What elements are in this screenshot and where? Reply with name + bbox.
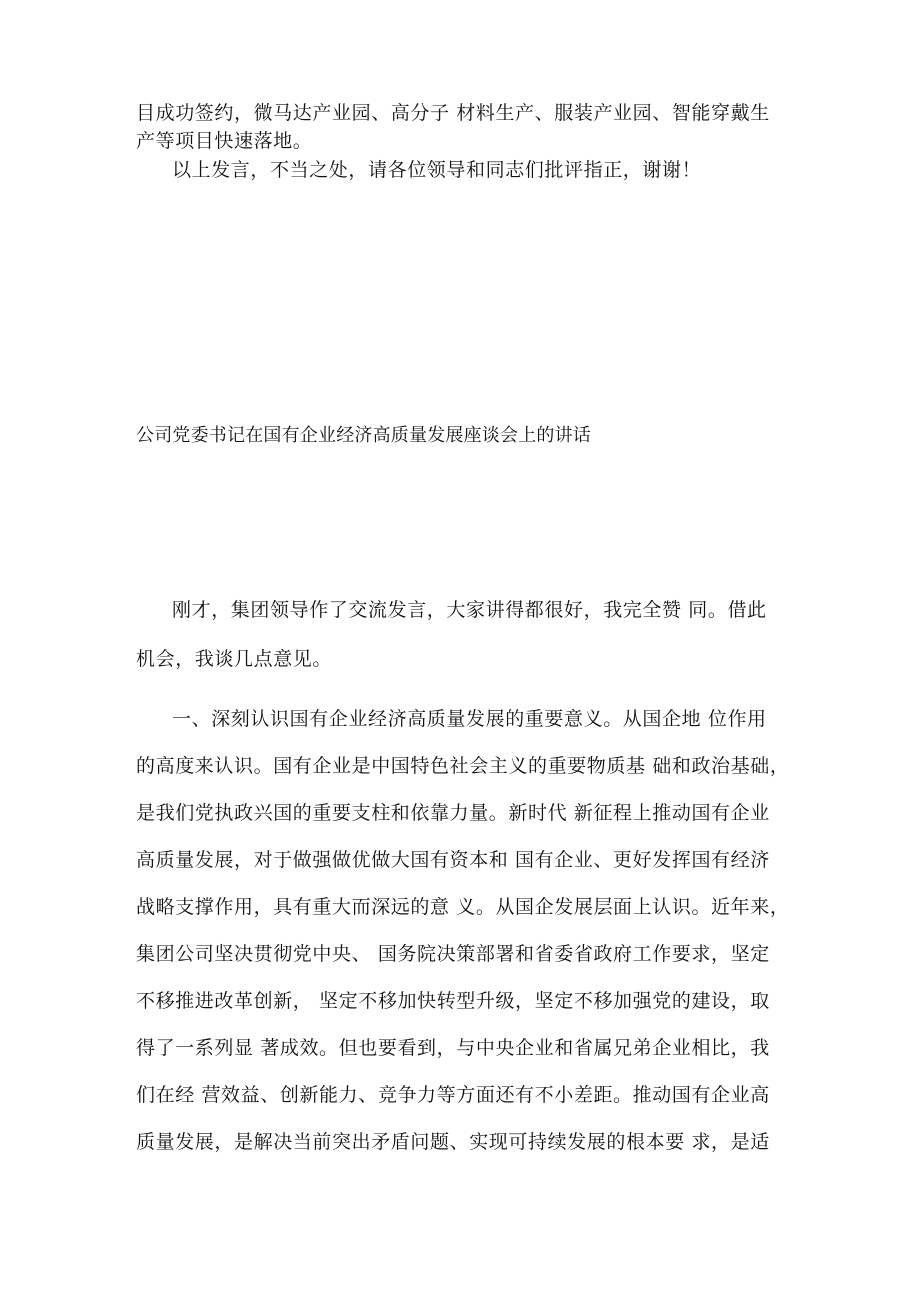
- paragraph-line: 一、深刻认识国有企业经济高质量发展的重要意义。从国企地 位作用: [172, 708, 767, 730]
- paragraph-line: 产等项目快速落地。: [136, 130, 313, 152]
- paragraph-line: 得了一系列显 著成效。但也要看到，与中央企业和省属兄弟企业相比，我: [136, 1037, 770, 1059]
- paragraph-line: 机会，我谈几点意见。: [136, 648, 333, 670]
- paragraph-line: 不移推进改革创新， 坚定不移加快转型升级，坚定不移加强党的建设，取: [136, 990, 770, 1012]
- paragraph-line: 刚才，集团领导作了交流发言，大家讲得都很好，我完全赞 同。借此: [172, 599, 767, 621]
- paragraph-line: 的高度来认识。国有企业是中国特色社会主义的重要物质基 础和政治基础，: [136, 755, 790, 777]
- paragraph-line: 战略支撑作用，具有重大而深远的意 义。从国企发展层面上认识。近年来，: [136, 896, 790, 918]
- closing-remark: 以上发言，不当之处，请各位领导和同志们批评指正，谢谢！: [172, 159, 702, 181]
- paragraph-line: 质量发展，是解决当前突出矛盾问题、实现可持续发展的根本要 求，是适: [136, 1131, 770, 1153]
- paragraph-line: 目成功签约，微马达产业园、高分子 材料生产、服装产业园、智能穿戴生: [136, 102, 770, 124]
- paragraph-line: 高质量发展，对于做强做优做大国有资本和 国有企业、更好发挥国有经济: [136, 849, 770, 871]
- paragraph-line: 是我们党执政兴国的重要支柱和依靠力量。新时代 新征程上推动国有企业: [136, 802, 770, 824]
- paragraph-line: 们在经 营效益、创新能力、竞争力等方面还有不小差距。推动国有企业高: [136, 1084, 770, 1106]
- speech-title: 公司党委书记在国有企业经济高质量发展座谈会上的讲话: [136, 425, 591, 446]
- paragraph-line: 集团公司坚决贯彻党中央、 国务院决策部署和省委省政府工作要求，坚定: [136, 943, 770, 965]
